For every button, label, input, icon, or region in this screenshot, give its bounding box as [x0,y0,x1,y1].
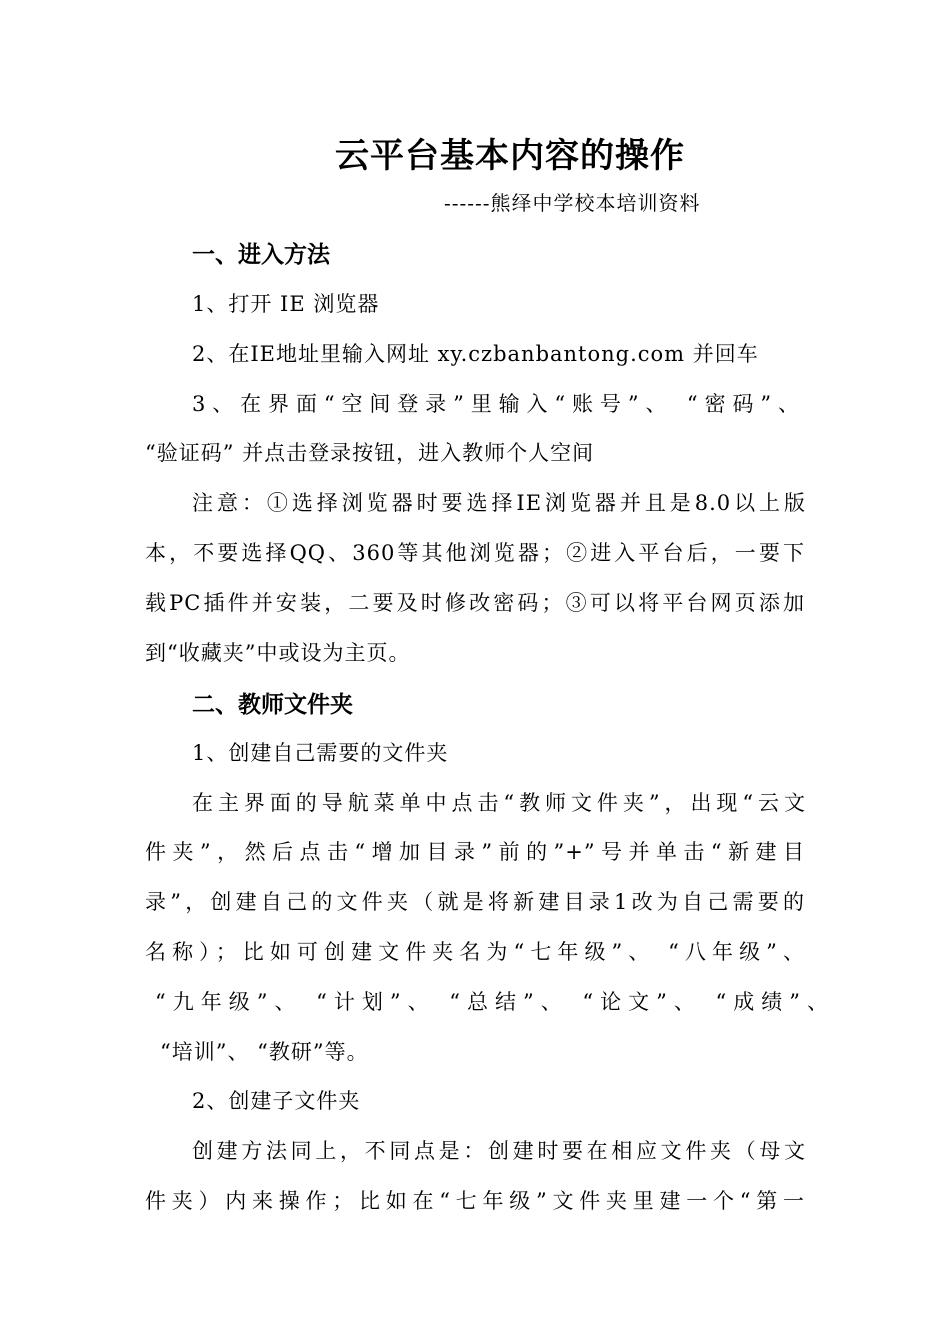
document-title: 云平台基本内容的操作 [335,136,685,176]
paragraph-line: “培训”、 “教研”等。 [160,1040,369,1064]
paragraph-line: 1、创建自己需要的文件夹 [192,741,449,765]
paragraph-line: 件夹）内来操作；比如在“七年级”文件夹里建一个“第一 [145,1189,805,1213]
paragraph-line: “九年级”、 “计划”、 “总结”、 “论文”、 “成绩”、 [155,990,829,1014]
paragraph-line: 2、在IE地址里输入网址 xy.czbanbantong.com 并回车 [192,342,759,366]
paragraph-line: 本，不要选择QQ、360等其他浏览器；②进入平台后，一要下 [145,541,805,565]
paragraph-line: 名称）；比如可创建文件夹名为“七年级”、 “八年级”、 [145,940,805,964]
paragraph-line: 1、打开 IE 浏览器 [192,292,380,316]
section-heading-2: 二、教师文件夹 [192,692,353,718]
section-heading-1: 一、进入方法 [192,242,330,268]
paragraph-line: 2、创建子文件夹 [192,1089,361,1113]
document-subtitle: ------熊绎中学校本培训资料 [444,191,701,215]
paragraph-line: 在主界面的导航菜单中点击“教师文件夹”，出现“云文 [192,791,806,815]
paragraph-line: 件夹”，然后点击“增加目录”前的”+”号并单击“新建目 [145,840,805,864]
paragraph-line: “验证码” 并点击登录按钮，进入教师个人空间 [145,441,595,465]
paragraph-line: 到“收藏夹”中或设为主页。 [145,641,411,665]
paragraph-line: 录”，创建自己的文件夹（就是将新建目录1改为自己需要的 [145,890,805,914]
paragraph-line: 载PC插件并安装，二要及时修改密码；③可以将平台网页添加 [145,591,805,615]
paragraph-line: 3、在界面“空间登录”里输入“账号”、 “密码”、 [192,392,800,416]
paragraph-line: 注意：①选择浏览器时要选择IE浏览器并且是8.0以上版 [192,491,806,515]
paragraph-line: 创建方法同上，不同点是：创建时要在相应文件夹（母文 [192,1139,806,1163]
